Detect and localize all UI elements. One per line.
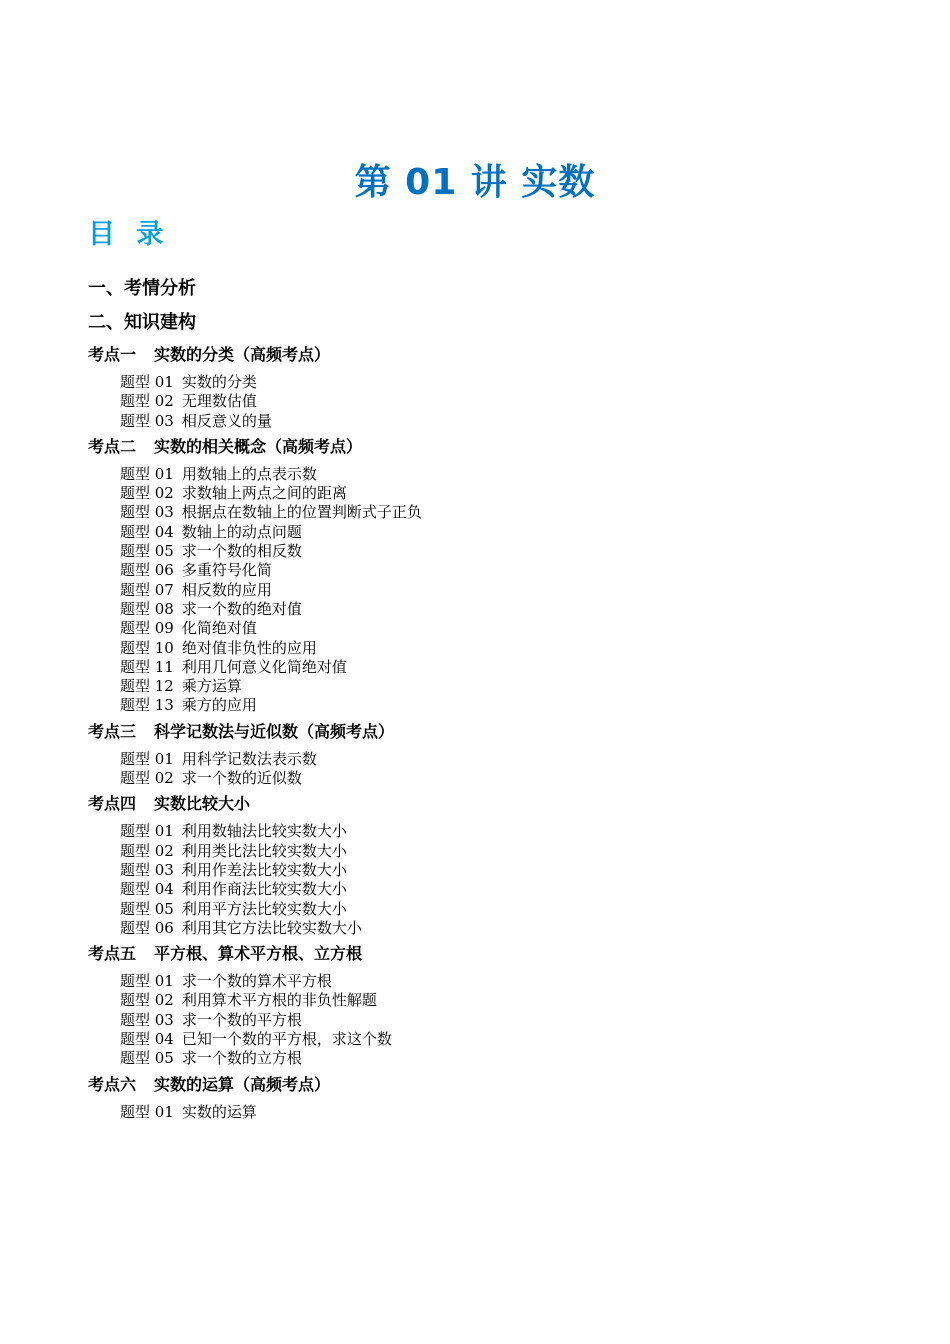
tixing-number: 题型 03 (120, 1010, 174, 1029)
tixing-text: 求一个数的相反数 (181, 542, 302, 561)
kaodian-label: 考点二 (88, 436, 137, 456)
tixing-item[interactable] (120, 542, 888, 561)
kaodian-name: 实数比较大小 (154, 794, 251, 814)
tixing-number: 题型 12 (120, 677, 174, 696)
tixing-list (120, 373, 888, 431)
kaodian-label: 考点四 (88, 794, 137, 814)
tixing-number: 题型 05 (120, 1049, 174, 1068)
tixing-number: 题型 03 (120, 411, 174, 430)
tixing-number: 题型 02 (120, 841, 174, 860)
kaodian-name: 科学记数法与近似数（高频考点） (154, 721, 395, 741)
tixing-text: 用数轴上的点表示数 (181, 464, 317, 483)
kaodian-3-heading[interactable] (88, 721, 888, 743)
tixing-item[interactable] (120, 1049, 888, 1068)
tixing-text: 数轴上的动点问题 (181, 522, 302, 541)
tixing-number: 题型 07 (120, 580, 174, 599)
tixing-text: 乘方运算 (181, 677, 242, 696)
tixing-item[interactable] (120, 392, 888, 411)
tixing-text: 实数的分类 (181, 373, 257, 391)
tixing-number: 题型 01 (120, 1102, 174, 1121)
tixing-item[interactable] (120, 861, 888, 880)
tixing-text: 求一个数的平方根 (181, 1010, 302, 1029)
tixing-number: 题型 05 (120, 899, 174, 918)
tixing-item[interactable] (120, 972, 888, 991)
toc-list (88, 276, 888, 1127)
tixing-number: 题型 06 (120, 561, 174, 580)
tixing-item[interactable] (120, 619, 888, 638)
tixing-text: 利用作差法比较实数大小 (181, 860, 347, 879)
tixing-number: 题型 13 (120, 696, 174, 715)
tixing-number: 题型 04 (120, 880, 174, 899)
tixing-text: 已知一个数的平方根，求这个数 (181, 1030, 392, 1049)
tixing-item[interactable] (120, 1103, 888, 1122)
tixing-text: 利用作商法比较实数大小 (181, 880, 347, 899)
kaodian-label: 考点一 (88, 345, 137, 364)
tixing-item[interactable] (120, 658, 888, 677)
page-title: 第 01 讲 实数 (354, 162, 596, 203)
tixing-text: 化简绝对值 (181, 619, 257, 638)
tixing-number: 题型 01 (120, 373, 174, 391)
tixing-item[interactable] (120, 581, 888, 600)
tixing-number: 题型 06 (120, 918, 174, 937)
tixing-number: 题型 03 (120, 860, 174, 879)
tixing-item[interactable] (120, 561, 888, 580)
tixing-text: 乘方的应用 (181, 696, 257, 715)
tixing-item[interactable] (120, 842, 888, 861)
tixing-item[interactable] (120, 600, 888, 619)
tixing-item[interactable] (120, 503, 888, 522)
tixing-text: 求一个数的算术平方根 (181, 972, 332, 991)
tixing-number: 题型 08 (120, 599, 174, 618)
kaodian-name: 平方根、算术平方根、立方根 (154, 944, 363, 964)
tixing-number: 题型 02 (120, 484, 174, 503)
kaodian-name: 实数的分类（高频考点） (154, 345, 331, 364)
tixing-item[interactable] (120, 696, 888, 715)
tixing-item[interactable] (120, 900, 888, 919)
kaodian-2-heading[interactable] (88, 436, 888, 458)
tixing-item[interactable] (120, 484, 888, 503)
kaodian-4-heading[interactable] (88, 793, 888, 815)
tixing-item[interactable] (120, 412, 888, 431)
kaodian-label: 考点五 (88, 944, 137, 964)
tixing-item[interactable] (120, 991, 888, 1010)
toc-section-analysis[interactable]: 一、考情分析 (88, 278, 196, 299)
tixing-list (120, 822, 888, 938)
tixing-text: 利用数轴法比较实数大小 (181, 822, 347, 841)
tixing-number: 题型 02 (120, 392, 174, 411)
tixing-number: 题型 10 (120, 638, 174, 657)
kaodian-name: 实数的相关概念（高频考点） (154, 436, 363, 456)
kaodian-name: 实数的运算（高频考点） (154, 1074, 331, 1094)
tixing-item[interactable] (120, 1030, 888, 1049)
tixing-text: 相反数的应用 (181, 580, 272, 599)
kaodian-1-heading[interactable] (88, 344, 888, 366)
tixing-item[interactable] (120, 919, 888, 938)
tixing-text: 相反意义的量 (181, 411, 272, 430)
tixing-number: 题型 02 (120, 991, 174, 1010)
tixing-item[interactable] (120, 880, 888, 899)
tixing-text: 根据点在数轴上的位置判断式子正负 (181, 503, 422, 522)
tixing-text: 利用平方法比较实数大小 (181, 899, 347, 918)
tixing-text: 求一个数的绝对值 (181, 599, 302, 618)
tixing-item[interactable] (120, 523, 888, 542)
tixing-item[interactable] (120, 677, 888, 696)
kaodian-label: 考点三 (88, 721, 137, 741)
tixing-text: 利用算术平方根的非负性解题 (181, 991, 377, 1010)
tixing-list (120, 972, 888, 1068)
tixing-number: 题型 09 (120, 619, 174, 638)
tixing-text: 利用其它方法比较实数大小 (181, 918, 362, 937)
tixing-text: 多重符号化简 (181, 561, 272, 580)
kaodian-container (88, 344, 888, 1122)
toc-heading: 目 录 (88, 219, 170, 250)
tixing-item[interactable] (120, 769, 888, 788)
tixing-text: 无理数估值 (181, 392, 257, 411)
tixing-number: 题型 11 (120, 657, 174, 676)
kaodian-6-heading[interactable] (88, 1074, 888, 1096)
tixing-item[interactable] (120, 822, 888, 841)
tixing-list (120, 750, 888, 789)
tixing-text: 求一个数的立方根 (181, 1049, 302, 1068)
tixing-text: 实数的运算 (181, 1102, 257, 1121)
tixing-number: 题型 04 (120, 1030, 174, 1049)
tixing-number: 题型 05 (120, 542, 174, 561)
tixing-item[interactable] (120, 465, 888, 484)
toc-section-knowledge[interactable]: 二、知识建构 (88, 312, 196, 333)
tixing-item[interactable] (120, 750, 888, 769)
tixing-number: 题型 02 (120, 769, 174, 788)
tixing-item[interactable] (120, 639, 888, 658)
tixing-text: 求一个数的近似数 (181, 769, 302, 788)
tixing-text: 用科学记数法表示数 (181, 749, 317, 768)
tixing-text: 利用类比法比较实数大小 (181, 841, 347, 860)
tixing-list (120, 1103, 888, 1122)
tixing-text: 绝对值非负性的应用 (181, 638, 317, 657)
tixing-number: 题型 01 (120, 822, 174, 841)
tixing-number: 题型 01 (120, 749, 174, 768)
tixing-number: 题型 01 (120, 464, 174, 483)
tixing-text: 利用几何意义化简绝对值 (181, 657, 347, 676)
tixing-item[interactable] (120, 373, 888, 392)
tixing-text: 求数轴上两点之间的距离 (181, 484, 347, 503)
tixing-number: 题型 03 (120, 503, 174, 522)
kaodian-label: 考点六 (88, 1074, 137, 1094)
kaodian-5-heading[interactable] (88, 943, 888, 965)
tixing-number: 题型 01 (120, 972, 174, 991)
tixing-list (120, 465, 888, 716)
tixing-item[interactable] (120, 1011, 888, 1030)
tixing-number: 题型 04 (120, 522, 174, 541)
